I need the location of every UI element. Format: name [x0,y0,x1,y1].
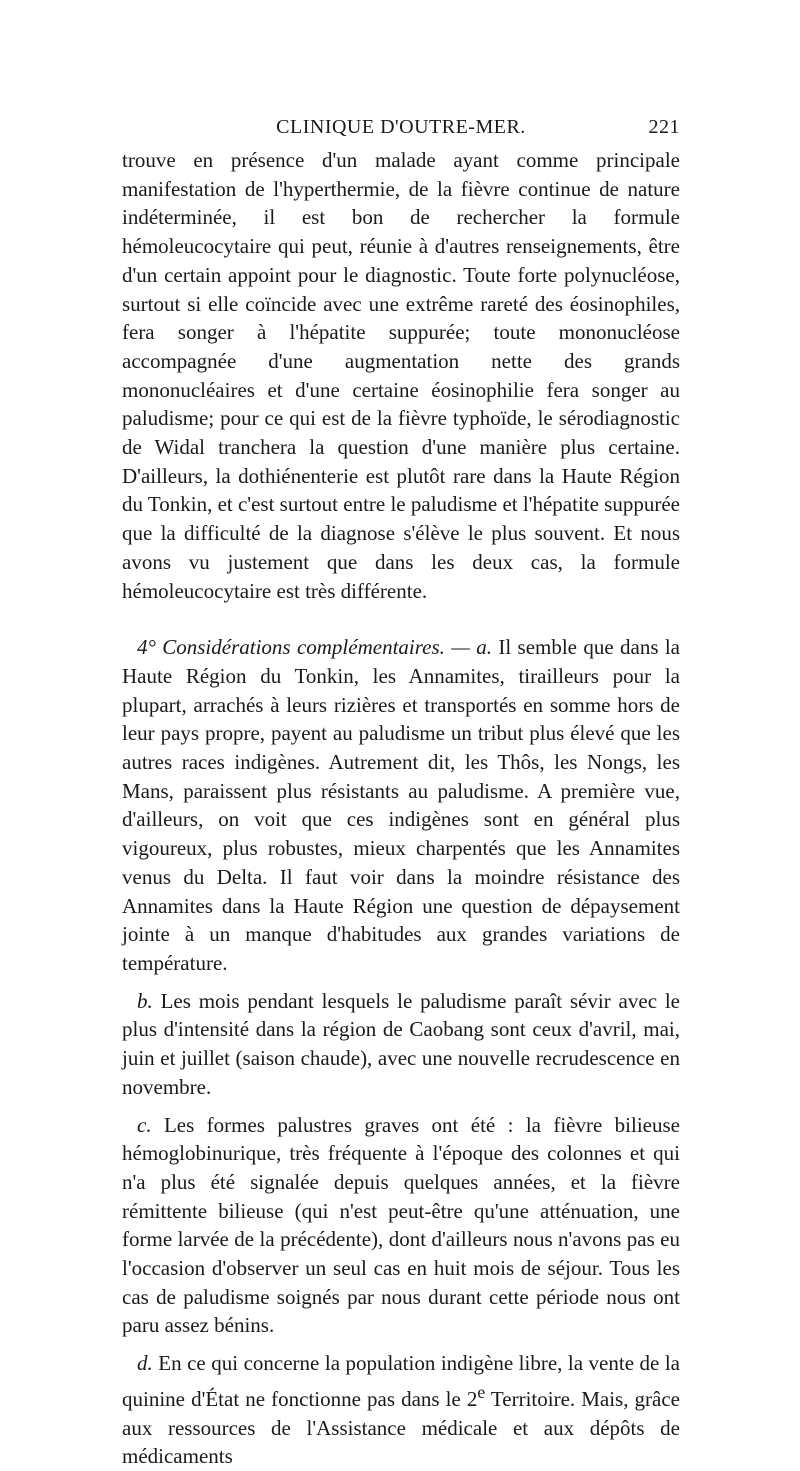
section-heading: Considérations complémentaires. — a. [162,635,492,660]
item-text-c: Les formes palustres graves ont été : la fièvre bilieuse hémoglobinurique, très fréquente à l'époque des colonnes et qui n'a plus été signalée depuis quelques années, et la fièvre rémittente bilieuse (qui n'est peut-être qu'une atténuation, une forme larvée de la précédente), dont d'ailleurs nous n'avons pas eu l'occasion d'observer un seul cas en huit mois de séjour. Tous les cas de paludisme soignés par nous durant cette période nous ont paru assez bénins. [122,1112,680,1338]
paragraph-section-4 [122,633,680,977]
paragraph-item-d [122,1349,680,1471]
section-number: 4° [137,635,156,660]
paragraph-item-b [122,987,680,1102]
item-text-d-end: Territoire. Mais, grâce aux ressources de l'Assistance médicale et aux dépôts de médicaments [122,1386,681,1469]
item-letter-b: b. [137,988,153,1013]
paragraph-item-c [122,1111,680,1341]
item-letter-c: c. [137,1112,152,1137]
ordinal-superscript: e [477,1381,486,1402]
item-letter-d: d. [137,1351,153,1376]
paragraph-diagnosis: trouve en présence d'un malade ayant comme principale manifestation de l'hyperthermie, de la fièvre continue de nature indéterminée, il est bon de rechercher la formule hémoleucocytaire qui peut, réunie à d'autres renseignements, être d'un certain appoint pour le diagnostic. Toute forte polynucléose, surtout si elle coïncide avec une extrême rareté des éosinophiles, fera songer à l'hépatite suppurée; toute mononucléose accompagnée d'une augmentation nette des grands mononucléaires et d'une certaine éosinophilie fera songer au paludisme; pour ce qui est de la fièvre typhoïde, le sérodiagnostic de Widal tranchera la question d'une manière plus certaine. D'ailleurs, la dothiénenterie est plutôt rare dans la Haute Région du Tonkin, et c'est surtout entre le paludisme et l'hépatite suppurée que la difficulté de la diagnose s'élève le plus souvent. Et nous avons vu justement que dans les deux cas, la formule hémoleucocytaire est très différente. [122,148,680,603]
page-number: 221 [648,116,680,138]
running-title: CLINIQUE D'OUTRE-MER. [276,116,526,138]
item-text-d-start: En ce qui concerne la population indigène libre, la vente de la quinine d'État ne fonctionne pas dans le 2 [122,1351,681,1411]
body-text [122,146,680,1471]
item-text-b: Les mois pendant lesquels le paludisme paraît sévir avec le plus d'intensité dans la région de Caobang sont ceux d'avril, mai, juin et juillet (saison chaude), avec une nouvelle recrudescence en novembre. [122,988,680,1099]
running-head [122,116,680,144]
section-text: Il semble que dans la Haute Région du Tonkin, les Annamites, tirailleurs pour la plupart, arrachés à leurs rizières et transportés en somme hors de leur pays propre, payent au paludisme un tribut plus élevé que les autres races indigènes. Autrement dit, les Thôs, les Nongs, les Mans, paraissent plus résistants au paludisme. A première vue, d'ailleurs, on voit que ces indigènes sont en général plus vigoureux, plus robustes, mieux charpentés que les Annamites venus du Delta. Il faut voir dans la moindre résistance des Annamites dans la Haute Région une question de dépaysement jointe à un manque d'habitudes aux grandes variations de température. [122,635,680,975]
